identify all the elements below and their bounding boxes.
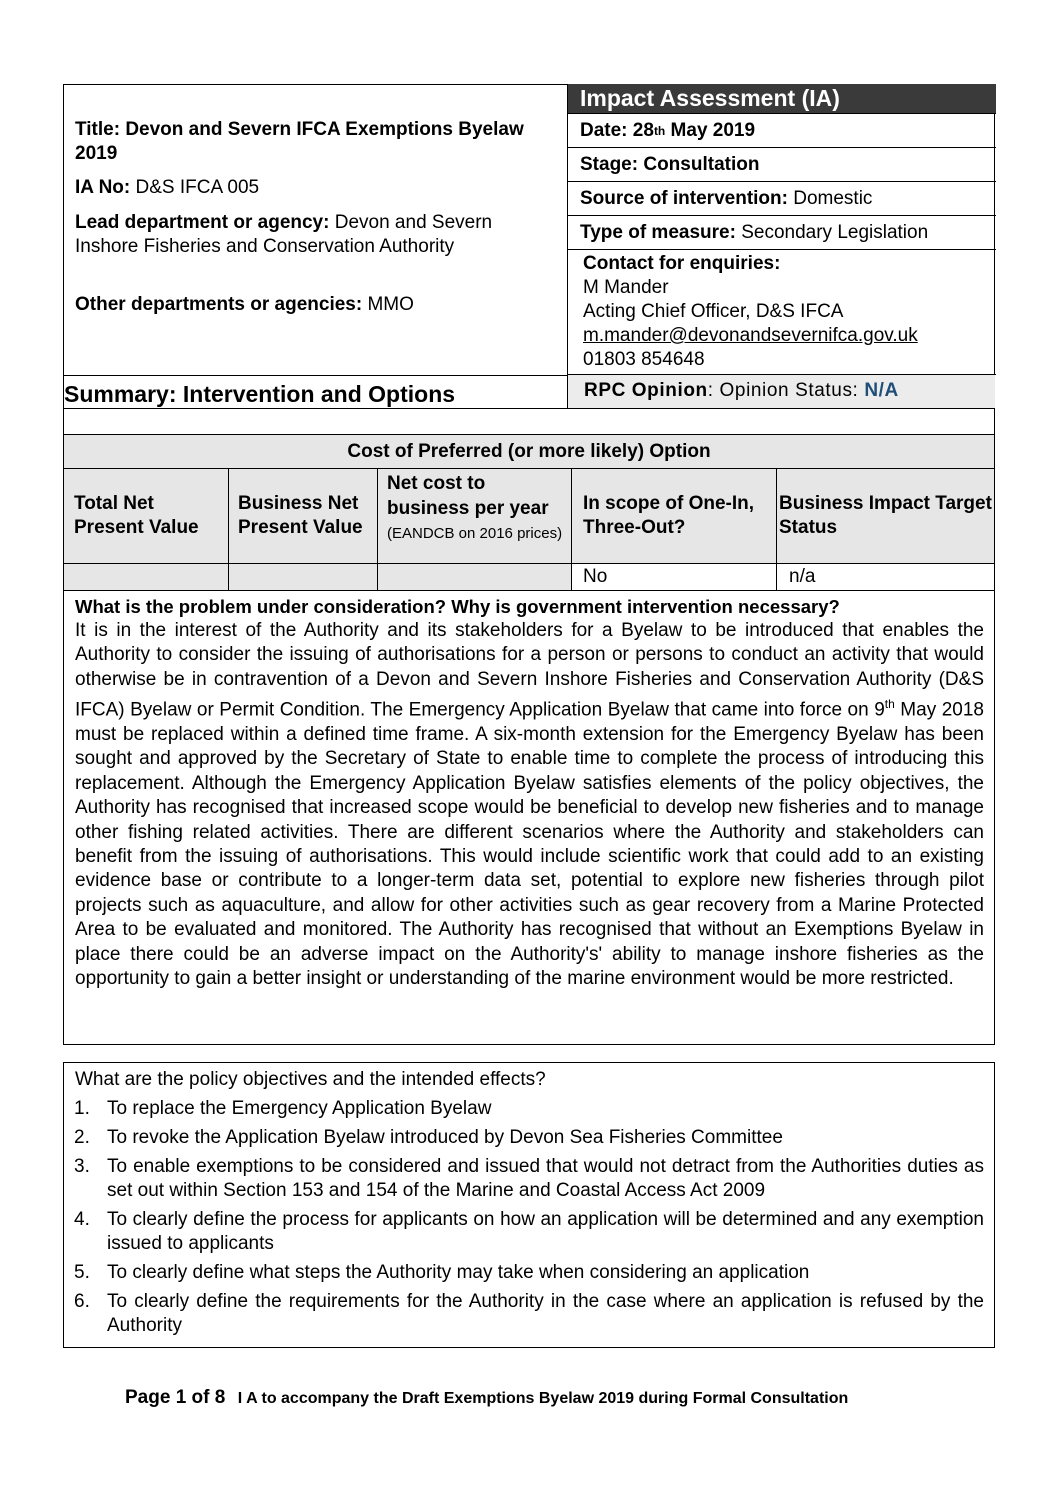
objective-text: To clearly define what steps the Authority may take when considering an application <box>107 1262 810 1283</box>
rpc-label: RPC Opinion <box>584 380 708 401</box>
cost-col-header-1 <box>64 469 229 564</box>
cost-value-3 <box>378 564 572 591</box>
objective-number: 2. <box>74 1127 90 1148</box>
title-line <box>75 118 565 166</box>
objective-item <box>64 1208 984 1256</box>
objective-number: 5. <box>74 1262 90 1283</box>
title-value: Devon and Severn IFCA Exemptions Byelaw 2019 <box>75 119 524 164</box>
date-suffix: th <box>653 123 666 138</box>
objectives-section <box>63 1062 995 1348</box>
cost-col-header-4 <box>572 469 777 564</box>
problem-text-1: It is in the interest of the Authority and its stakeholders for a Byelaw to be introduced that enables the Authority to consider the issuing of authorisations for a person or persons to conduct an activity that would otherwise be in contravention of a Devon and Severn Inshore Fisheries and Conservation Authority (D&S IFCA) Byelaw or Permit Condition. The Emergency Application Byelaw that came into force on 9 <box>75 620 984 721</box>
lead-value: Devon and Severn Inshore Fisheries and Conservation Authority <box>75 212 493 257</box>
objective-item <box>64 1261 984 1285</box>
title-label: Title: <box>75 119 121 140</box>
objective-text: To clearly define the process for applicants on how an application will be determined and any exemption issued to applicants <box>107 1209 984 1254</box>
problem-text-2: May 2018 must be replaced within a defined time frame. A six-month extension for the Emergency Byelaw has been sought and approved by the Secretary of State to enable time to complete the process of introducing this replacement. Although the Emergency Application Byelaw satisfies elements of the policy objectives, the Authority has recognised that increased scope would be beneficial to develop new fisheries and to manage other fishing related activities. There are different scenarios where the Authority and stakeholders can benefit from the issuing of authorisations. This would include scientific work that could add to an existing evidence base or contribute to a longer-term data set, potential to explore new fisheries through pilot projects such as aquaculture, and allow for other activities such as gear recovery from a Marine Protected Area to be evaluated and monitored. The Authority has recognised that without an Exemptions Byelaw in place there could be an adverse impact on the Authority's' ability to manage inshore fisheries as the opportunity to gain a better insight or understanding of the marine environment would be more restricted. <box>75 699 984 990</box>
objective-text: To clearly define the requirements for the Authority in the case where an application is refused by the Authority <box>107 1291 984 1336</box>
col1-text: Total Net Present Value <box>74 493 199 538</box>
objective-item <box>64 1097 984 1121</box>
summary-heading <box>64 380 455 408</box>
objective-text: To replace the Emergency Application Byelaw <box>107 1098 492 1119</box>
cost-table <box>63 434 995 590</box>
objective-number: 6. <box>74 1291 90 1312</box>
lead-department-line <box>75 211 555 259</box>
source-value: Domestic <box>793 187 873 209</box>
footer <box>125 1387 995 1409</box>
other-departments-line <box>75 293 565 317</box>
cost-value-2 <box>229 564 378 591</box>
cost-table-heading <box>64 435 995 469</box>
objective-item <box>64 1126 984 1150</box>
col2-text: Business Net Present Value <box>238 493 363 538</box>
problem-question: What is the problem under consideration? Why is government intervention necessary? <box>75 596 840 617</box>
type-value: Secondary Legislation <box>741 221 929 243</box>
stage-value: Consultation <box>643 153 760 175</box>
cost-value-4 <box>572 564 777 591</box>
objectives-question: What are the policy objectives and the intended effects? <box>75 1069 546 1090</box>
ia-box <box>567 84 995 375</box>
cost-col-header-5 <box>777 469 995 564</box>
rpc-text: : Opinion Status: <box>707 380 865 401</box>
contact-label: Contact for enquiries: <box>583 253 781 274</box>
ia-no-value: D&S IFCA 005 <box>135 177 260 198</box>
problem-section <box>63 589 995 1045</box>
ia-contact-block <box>568 250 996 375</box>
col3-main: Net cost to business per year <box>387 473 549 519</box>
ia-heading-text: Impact Assessment (IA) <box>580 85 840 111</box>
cost-value-5-text: n/a <box>789 566 816 587</box>
col3-sub: (EANDCB on 2016 prices) <box>387 525 563 542</box>
footer-page: Page 1 of 8 <box>125 1387 226 1408</box>
other-label: Other departments or agencies: <box>75 294 363 315</box>
col5-text: Business Impact Target Status <box>779 493 992 538</box>
cost-table-heading-text: Cost of Preferred (or more likely) Option <box>347 441 711 462</box>
spacer-row <box>63 408 995 435</box>
contact-name: M Mander <box>583 277 669 298</box>
objective-text: To revoke the Application Byelaw introduced by Devon Sea Fisheries Committee <box>107 1127 783 1148</box>
objective-item <box>64 1155 984 1203</box>
ia-type-row <box>568 216 996 250</box>
ia-no-label: IA No: <box>75 177 131 198</box>
type-label: Type of measure: <box>580 221 736 243</box>
cost-value-5 <box>777 564 995 591</box>
date-rest: May 2019 <box>670 119 756 141</box>
ia-stage-row <box>568 148 996 182</box>
objective-number: 1. <box>74 1098 90 1119</box>
objective-item <box>64 1290 984 1338</box>
ia-no-line <box>75 176 565 200</box>
ia-date-row <box>568 114 996 148</box>
objective-number: 3. <box>74 1156 90 1177</box>
footer-caption: I A to accompany the Draft Exemptions Byelaw 2019 during Formal Consultation <box>237 1390 849 1407</box>
date-label: Date: <box>580 119 628 141</box>
cost-value-1 <box>64 564 229 591</box>
cost-col-header-3 <box>378 469 572 564</box>
ia-source-row <box>568 182 996 216</box>
date-day: 28 <box>632 119 654 141</box>
cost-value-4-text: No <box>583 566 608 587</box>
source-label: Source of intervention: <box>580 187 788 209</box>
summary-heading-text: Summary: Intervention and Options <box>64 381 456 407</box>
rpc-opinion-cell <box>567 375 995 409</box>
contact-role: Acting Chief Officer, D&S IFCA <box>583 301 844 322</box>
problem-paragraph <box>75 619 984 991</box>
summary-row-divider <box>63 375 567 376</box>
lead-label: Lead department or agency: <box>75 212 330 233</box>
col4-text: In scope of One-In, Three-Out? <box>583 493 755 538</box>
problem-sup: th <box>884 697 895 712</box>
rpc-value: N/A <box>864 380 899 401</box>
objective-text: To enable exemptions to be considered and issued that would not detract from the Authorities duties as set out within Section 153 and 154 of the Marine and Coastal Access Act 2009 <box>107 1156 984 1201</box>
contact-phone: 01803 854648 <box>583 349 705 370</box>
objective-number: 4. <box>74 1209 90 1230</box>
contact-email-link[interactable]: m.mander@devonandsevernifca.gov.uk <box>583 325 918 346</box>
ia-heading <box>568 84 996 114</box>
cost-col-header-2 <box>229 469 378 564</box>
stage-label: Stage: <box>580 153 639 175</box>
objectives-list <box>64 1097 984 1338</box>
other-value: MMO <box>367 294 414 315</box>
